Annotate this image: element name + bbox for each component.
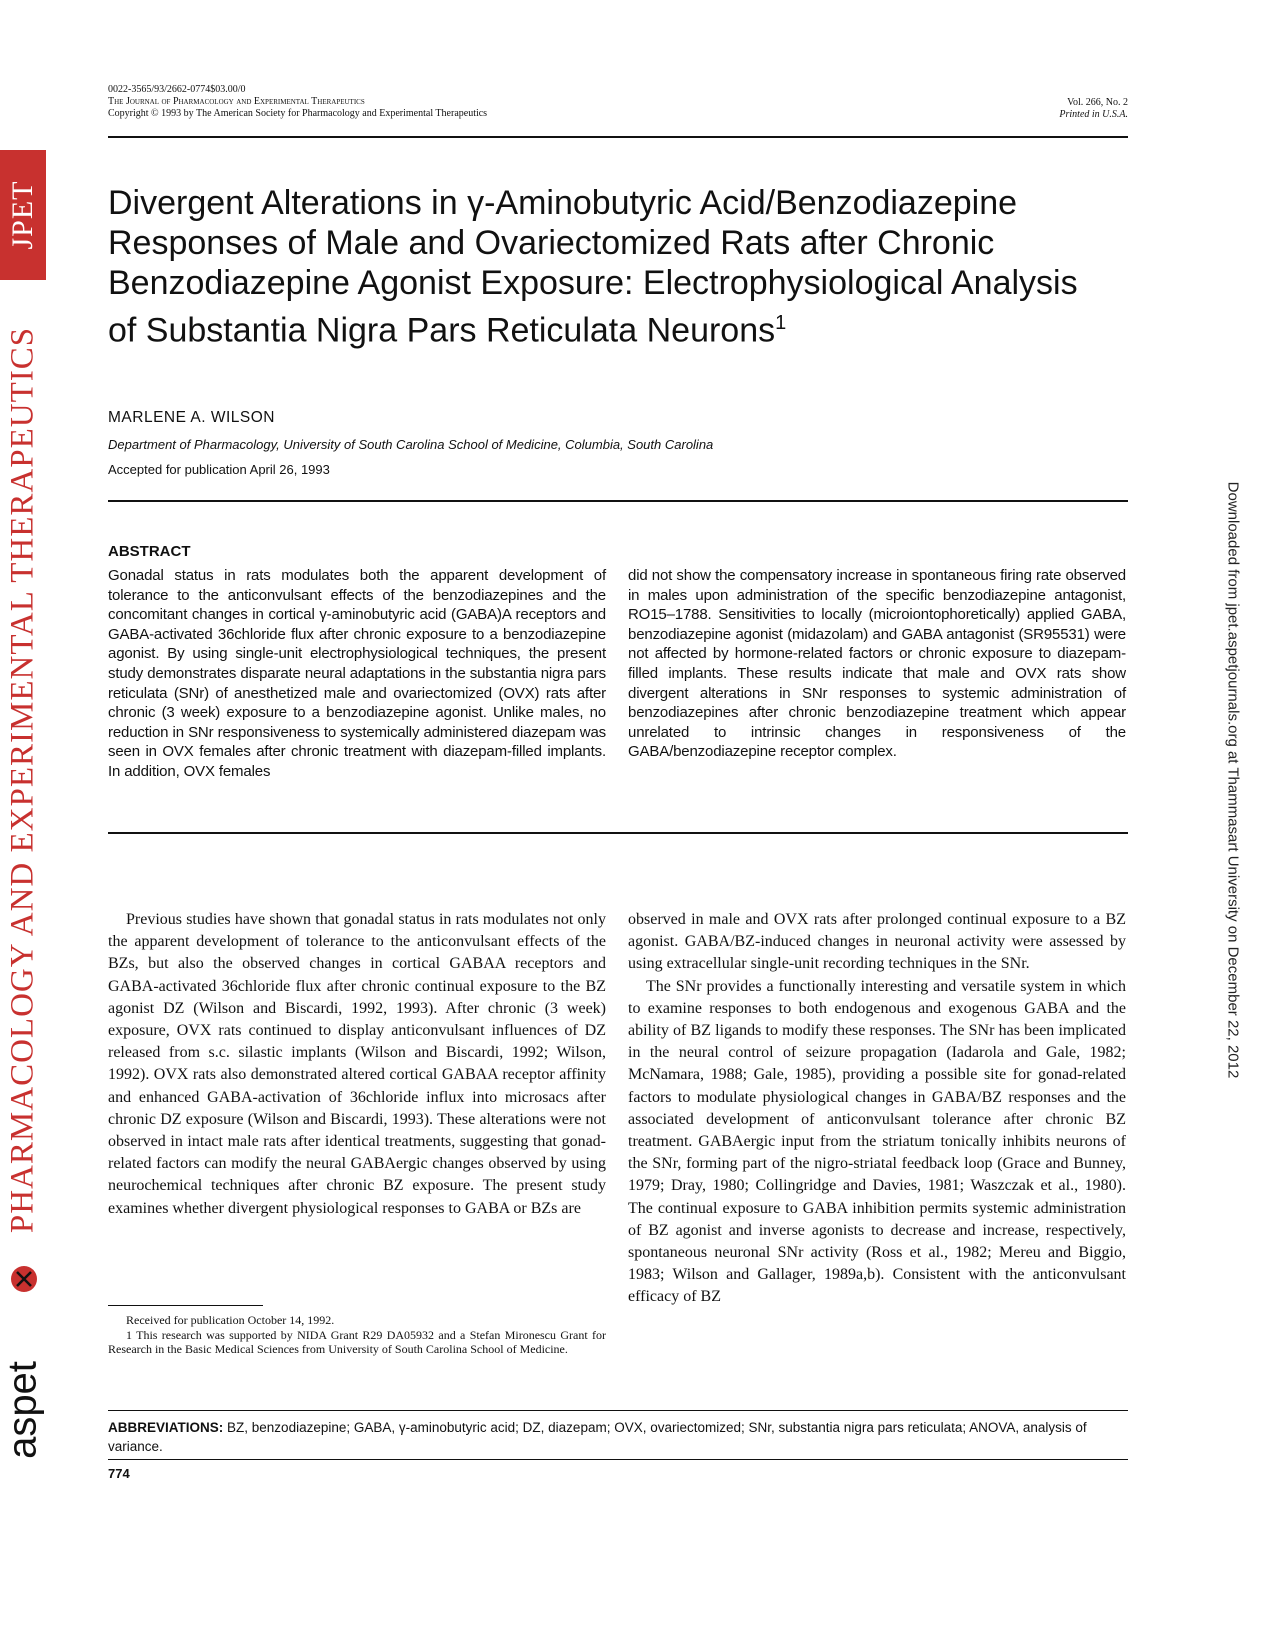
accepted-date: Accepted for publication April 26, 1993: [108, 462, 330, 477]
author: MARLENE A. WILSON: [108, 409, 275, 426]
body-col-right: [628, 909, 1126, 1309]
journal-header: [108, 84, 1128, 120]
jpet-badge-text: JPET: [6, 180, 39, 250]
title-line: Responses of Male and Ovariectomized Rats after Chronic: [108, 224, 995, 262]
title-line: Divergent Alterations in γ-Aminobutyric Acid/Benzodiazepine: [108, 184, 1018, 222]
article-title: [108, 183, 1148, 350]
header-rule: [108, 136, 1128, 138]
page-number: 774: [108, 1466, 130, 1481]
journal-vertical-title: PHARMACOLOGY AND EXPERIMENTAL THERAPEUTICS: [4, 326, 41, 1234]
body-paragraph: The SNr provides a functionally interesting and versatile system in which to examine responses to both endogenous and exogenous GABA and the ability of BZ ligands to modify these responses. The SNr has been implicated in the neural control of seizure propagation (Iadarola and Gale, 1982; McNamara, 1988; Gale, 1985), providing a possible site for gonad-related factors to modulate physiological changes in GABA/BZ responses and the associated development of anticonvulsant tolerance after chronic BZ treatment. GABAergic input from the striatum tonically inhibits neurons of the SNr, forming part of the nigro-striatal feedback loop (Grace and Bunney, 1979; Dray, 1980; Collingridge and Davies, 1981; Waszczak et al., 1980). The continual exposure to GABA inhibition permits systemic administration of BZ agonist and inverse agonists to decrease and increase, respectively, spontaneous neuronal SNr activity (Ross et al., 1982; Mereu and Biggio, 1983; Wilson and Gallager, 1989a,b). Consistent with the anticonvulsant efficacy of BZ: [628, 977, 1126, 1306]
abstract-rule: [108, 832, 1128, 834]
abstract-heading: ABSTRACT: [108, 543, 191, 560]
aspet-logo-icon: [8, 1263, 40, 1295]
abbrev-rule-top: [108, 1410, 1128, 1411]
journal-name: The Journal of Pharmacology and Experimental Therapeutics: [108, 96, 365, 107]
aspet-logo-text: aspet: [0, 1361, 45, 1459]
title-line-text: of Substantia Nigra Pars Reticulata Neurons: [108, 311, 776, 350]
abstract-col-2: did not show the compensatory increase in spontaneous firing rate observed in males upon administration of the specific benzodiazepine antagonist, RO15–1788. Sensitivities to locally (microiontophoretically) applied GABA, benzodiazepine agonist (midazolam) and GABA antagonist (SR95531) were not affected by hormone-related factors or chronic exposure to diazepam-filled implants. These results indicate that male and OVX rats show divergent alterations in SNr responses to systemic administration of benzodiazepines after chronic benzodiazepine treatment which appear unrelated to intrinsic changes in responsiveness of the GABA/benzodiazepine receptor complex.: [628, 567, 1126, 761]
title-line: Benzodiazepine Agonist Exposure: Electrophysiological Analysis: [108, 264, 1078, 302]
article-code: 0022-3565/93/2662-0774$03.00/0: [108, 84, 246, 95]
footnote-grant: 1 This research was supported by NIDA Grant R29 DA05932 and a Stefan Mironescu Grant for Research in the Basic Medical Sciences from University of South Carolina School of Medicine.: [108, 1327, 606, 1356]
title-line: [108, 303, 1148, 350]
abstract-col-1: Gonadal status in rats modulates both the apparent development of tolerance to the anticonvulsant effects of the benzodiazepines and the concomitant changes in cortical γ-aminobutyric acid (GABA)A receptors and GABA-activated 36chloride flux after chronic exposure to a benzodiazepine agonist. By using single-unit electrophysiological techniques, the present study demonstrates disparate neural adaptations in the substantia nigra pars reticulata (SNr) of anesthetized male and ovariectomized (OVX) rats after chronic (3 week) exposure to a benzodiazepine agonist. Unlike males, no reduction in SNr responsiveness to systemically administered diazepam was seen in OVX females after chronic treatment with diazepam-filled implants. In addition, OVX females: [108, 567, 606, 780]
jpet-badge: [0, 150, 46, 280]
abbrev-text: BZ, benzodiazepine; GABA, γ-aminobutyric acid; DZ, diazepam; OVX, ovariectomized; SNr, substantia nigra pars reticulata; ANOVA, analysis of variance.: [108, 1420, 1087, 1454]
title-rule: [108, 500, 1128, 502]
download-note: Downloaded from jpet.aspetjournals.org at Thammasart University on December 22, 2012: [1224, 481, 1242, 1079]
body-col-left: [108, 909, 606, 1220]
aspet-logo: [0, 1245, 46, 1490]
affiliation: Department of Pharmacology, University of South Carolina School of Medicine, Columbia, South Carolina: [108, 437, 714, 452]
footnotes: [108, 1313, 606, 1357]
body-paragraph: observed in male and OVX rats after prolonged continual exposure to a BZ agonist. GABA/BZ-induced changes in neuronal activity were assessed by using extracellular single-unit recording techniques in the SNr.: [628, 911, 1126, 973]
abbrev-rule-bottom: [108, 1459, 1128, 1460]
copyright: Copyright © 1993 by The American Society for Pharmacology and Experimental Therapeutics: [108, 108, 488, 119]
footnote-received: Received for publication October 14, 1992.: [126, 1313, 335, 1327]
title-footnote-mark: 1: [775, 312, 787, 334]
volume: Vol. 266, No. 2: [1067, 97, 1128, 108]
footnote-rule: [108, 1305, 263, 1306]
printed-in: Printed in U.S.A.: [1059, 109, 1128, 120]
abbrev-label: ABBREVIATIONS:: [108, 1420, 224, 1435]
abbreviations: [108, 1418, 1128, 1456]
body-paragraph: Previous studies have shown that gonadal status in rats modulates not only the apparent development of tolerance to the anticonvulsant effects of the BZs, but also the observed changes in cortical GABAA receptors and GABA-activated 36chloride flux after chronic continual exposure to the BZ agonist DZ (Wilson and Biscardi, 1992, 1993). After chronic (3 week) exposure, OVX rats continued to display anticonvulsant influences of DZ released from s.c. silastic implants (Wilson and Biscardi, 1992; Wilson, 1992). OVX rats also demonstrated altered cortical GABAA receptor affinity and enhanced GABA-activation of 36chloride influx into microsacs after chronic DZ exposure (Wilson and Biscardi, 1993). These alterations were not observed in intact male rats after identical treatments, suggesting that gonad-related factors can modify the neural GABAergic changes observed by using neurochemical techniques after chronic BZ exposure. The present study examines whether divergent physiological responses to GABA or BZs are: [108, 911, 606, 1217]
